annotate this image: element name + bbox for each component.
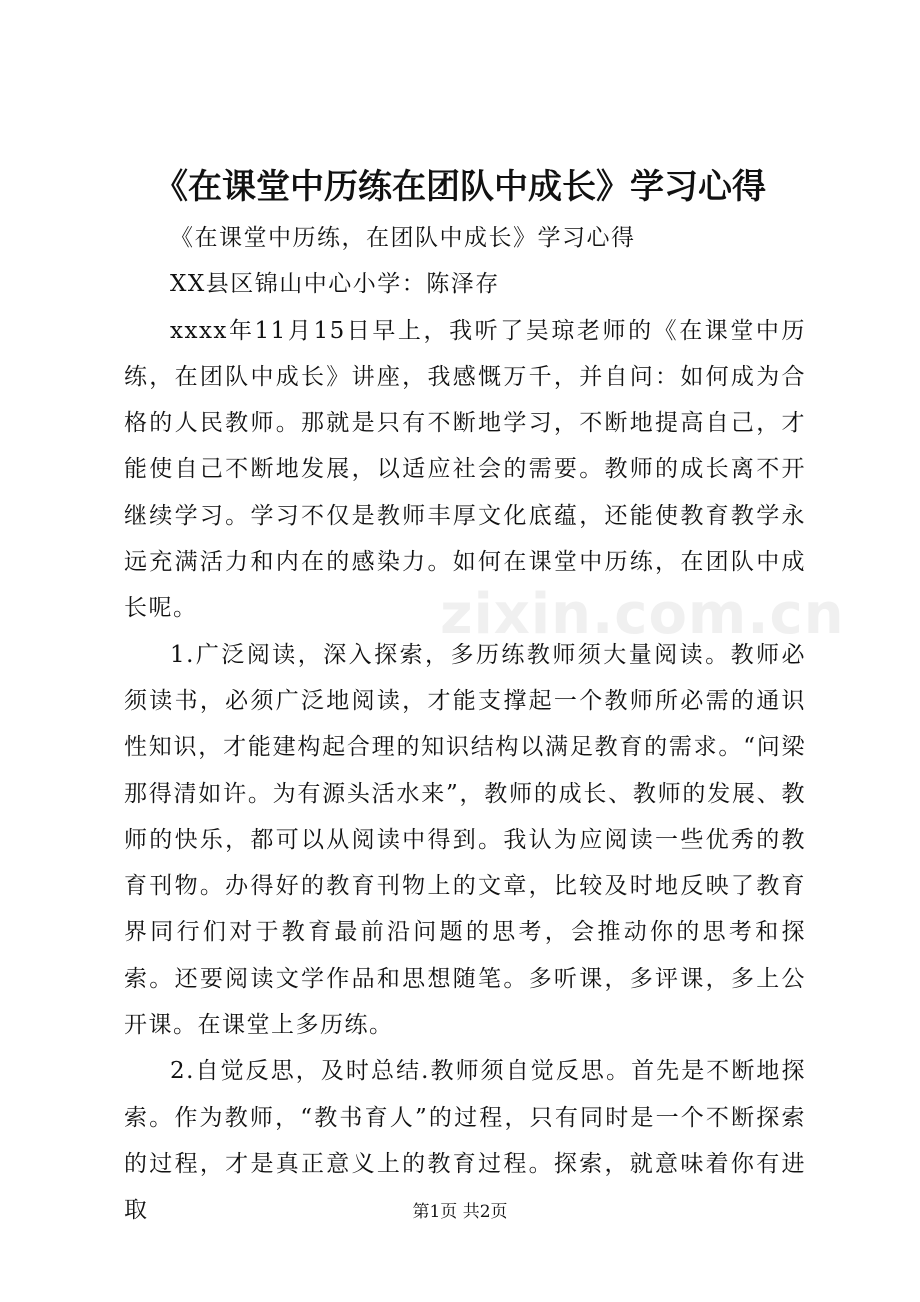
document-body — [124, 215, 806, 1234]
point-1-paragraph: 1.广泛阅读，深入探索，多历练教师须大量阅读。教师必须读书，必须广泛地阅读，才能支撑起一个教师所必需的通识性知识，才能建构起合理的知识结构以满足教育的需求。“问梁那得清如许。为有源头活水来”，教师的成长、教师的发展、教师的快乐，都可以从阅读中得到。我认为应阅读一些优秀的教育刊物。办得好的教育刊物上的文章，比较及时地反映了教育界同行们对于教育最前沿问题的思考，会推动你的思考和探索。还要阅读文学作品和思想随笔。多听课，多评课，多上公开课。在课堂上多历练。 — [124, 641, 806, 1039]
point-2-paragraph: 2.自觉反思，及时总结.教师须自觉反思。首先是不断地探索。作为教师，“教书育人”的过程，只有同时是一个不断探索的过程，才是真正意义上的教育过程。探索，就意味着你有进取 — [124, 1058, 806, 1224]
document-title: 《在课堂中历练在团队中成长》学习心得 — [154, 167, 766, 207]
author-paragraph: XX县区锦山中心小学：陈泽存 — [170, 271, 500, 298]
subtitle-paragraph: 《在课堂中历练，在团队中成长》学习心得 — [170, 225, 636, 251]
page-footer: 第1页 共2页 — [412, 1202, 508, 1222]
intro-paragraph: xxxx年11月15日早上，我听了吴琼老师的《在课堂中历练，在团队中成长》讲座，我感慨万千，并自问：如何成为合格的人民教师。那就是只有不断地学习，不断地提高自己，才能使自己不断地发展，以适应社会的需要。教师的成长离不开继续学习。学习不仅是教师丰厚文化底蕴，还能使教育教学永远充满活力和内在的感染力。如何在课堂中历练，在团队中成长呢。 — [124, 317, 806, 622]
watermark: zixin.com.cn — [440, 582, 845, 647]
